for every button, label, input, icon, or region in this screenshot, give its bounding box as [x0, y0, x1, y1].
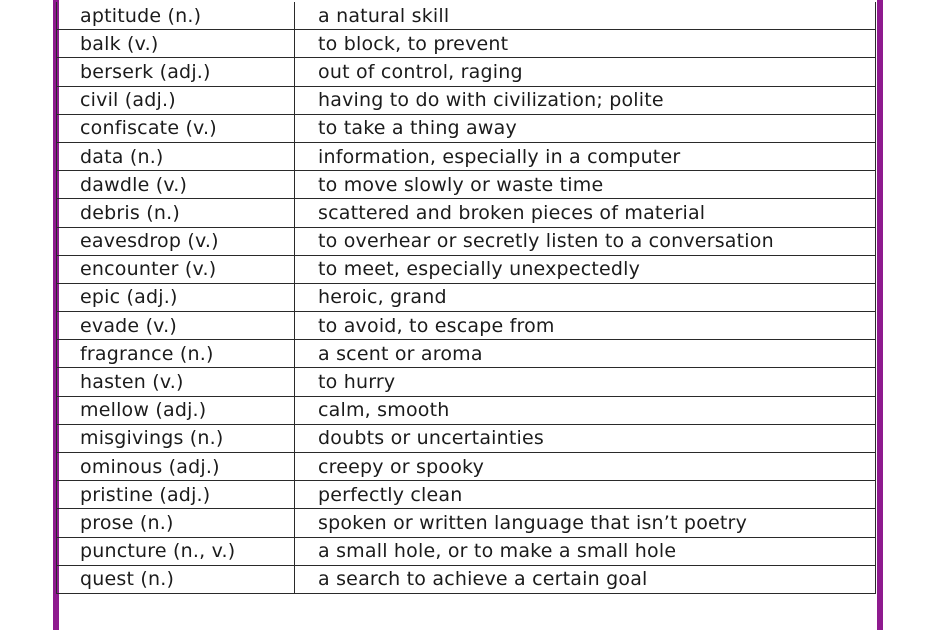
vocab-word: ominous (adj.)	[57, 453, 295, 481]
vocabulary-table	[56, 2, 876, 594]
vocab-definition: to meet, especially unexpectedly	[295, 255, 876, 283]
vocab-definition: out of control, raging	[295, 58, 876, 86]
vocab-row	[57, 312, 876, 340]
vocab-word: civil (adj.)	[57, 86, 295, 114]
vocab-definition: spoken or written language that isn’t poetry	[295, 509, 876, 537]
vocab-word: aptitude (n.)	[57, 2, 295, 30]
vocab-word: prose (n.)	[57, 509, 295, 537]
vocab-row	[57, 283, 876, 311]
vocab-word: confiscate (v.)	[57, 114, 295, 142]
vocab-definition: scattered and broken pieces of material	[295, 199, 876, 227]
vocab-definition: heroic, grand	[295, 283, 876, 311]
vocab-definition: to block, to prevent	[295, 30, 876, 58]
vocab-definition: to avoid, to escape from	[295, 312, 876, 340]
vocab-row	[57, 30, 876, 58]
vocab-definition: to overhear or secretly listen to a conversation	[295, 227, 876, 255]
vocab-row	[57, 199, 876, 227]
vocab-word: debris (n.)	[57, 199, 295, 227]
vocabulary-table-body	[57, 2, 876, 593]
vocab-row	[57, 368, 876, 396]
vocab-row	[57, 86, 876, 114]
vocab-definition: perfectly clean	[295, 481, 876, 509]
vocab-row	[57, 255, 876, 283]
vocab-definition: to hurry	[295, 368, 876, 396]
vocab-word: data (n.)	[57, 142, 295, 170]
vocab-word: mellow (adj.)	[57, 396, 295, 424]
vocab-definition: a natural skill	[295, 2, 876, 30]
vocab-word: encounter (v.)	[57, 255, 295, 283]
vocab-row	[57, 171, 876, 199]
vocab-word: fragrance (n.)	[57, 340, 295, 368]
vocab-row	[57, 396, 876, 424]
vocab-word: hasten (v.)	[57, 368, 295, 396]
vocab-row	[57, 537, 876, 565]
vocab-definition: a scent or aroma	[295, 340, 876, 368]
vocab-row	[57, 2, 876, 30]
vocab-row	[57, 481, 876, 509]
vocab-definition: creepy or spooky	[295, 453, 876, 481]
vocab-row	[57, 142, 876, 170]
vocab-word: evade (v.)	[57, 312, 295, 340]
vocab-word: misgivings (n.)	[57, 424, 295, 452]
vocab-definition: having to do with civilization; polite	[295, 86, 876, 114]
vocab-row	[57, 424, 876, 452]
vocab-definition: a small hole, or to make a small hole	[295, 537, 876, 565]
vocab-word: dawdle (v.)	[57, 171, 295, 199]
vocab-word: epic (adj.)	[57, 283, 295, 311]
vocab-definition: calm, smooth	[295, 396, 876, 424]
vocab-word: puncture (n., v.)	[57, 537, 295, 565]
vocab-row	[57, 58, 876, 86]
vocab-definition: to move slowly or waste time	[295, 171, 876, 199]
vocab-definition: to take a thing away	[295, 114, 876, 142]
vocab-word: eavesdrop (v.)	[57, 227, 295, 255]
vocab-row	[57, 114, 876, 142]
vocab-row	[57, 509, 876, 537]
vocab-word: pristine (adj.)	[57, 481, 295, 509]
vocab-row	[57, 565, 876, 593]
vocab-definition: doubts or uncertainties	[295, 424, 876, 452]
vocab-row	[57, 227, 876, 255]
vocab-word: berserk (adj.)	[57, 58, 295, 86]
vocab-row	[57, 340, 876, 368]
vocab-word: balk (v.)	[57, 30, 295, 58]
vocab-definition: a search to achieve a certain goal	[295, 565, 876, 593]
vocab-definition: information, especially in a computer	[295, 142, 876, 170]
vocab-word: quest (n.)	[57, 565, 295, 593]
vocab-row	[57, 453, 876, 481]
